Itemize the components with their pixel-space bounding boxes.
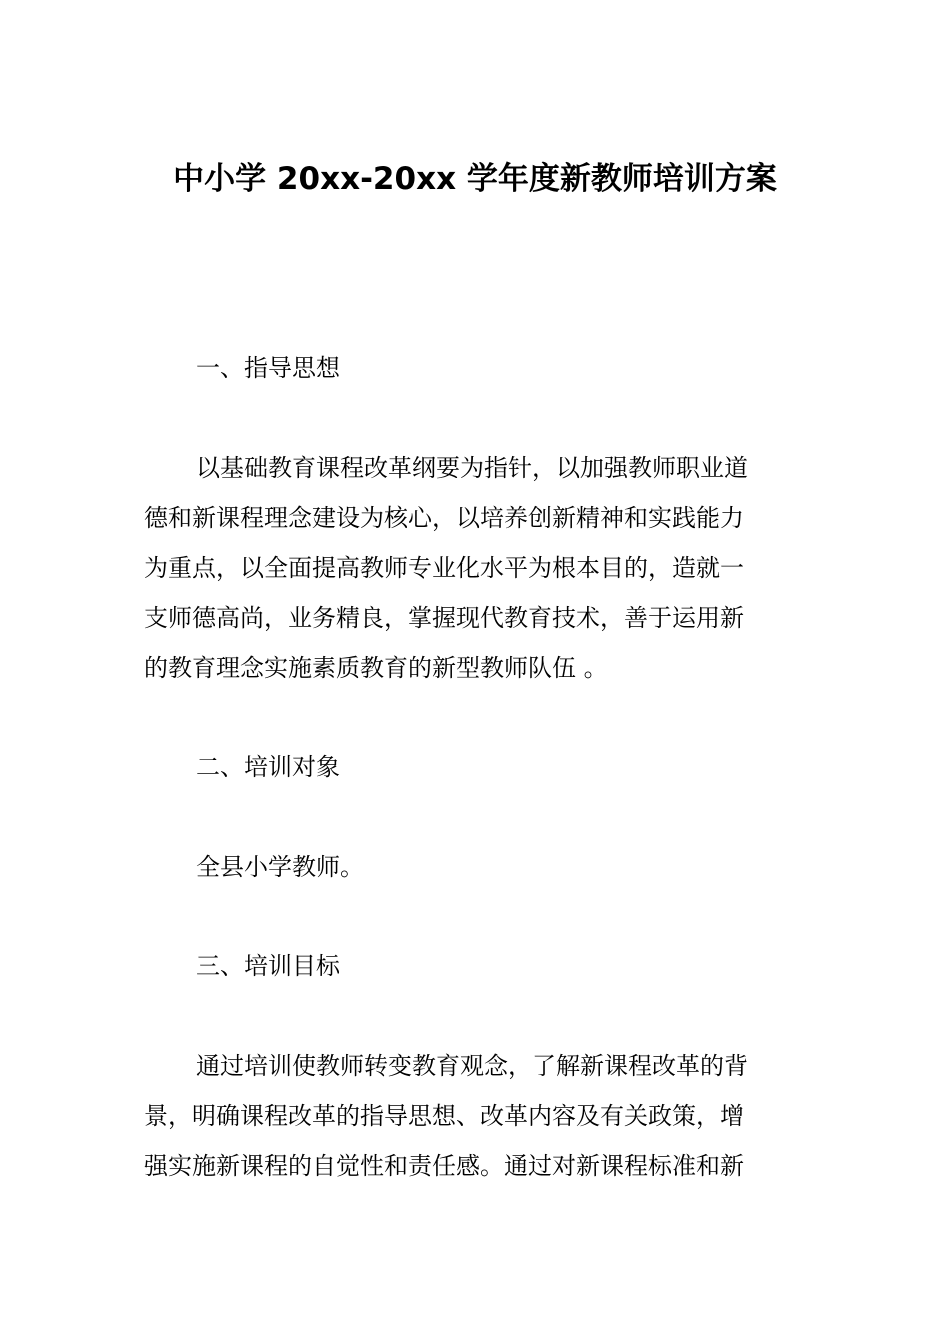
paragraph-line: 全县小学教师。: [196, 853, 364, 881]
paragraph-line: 的教育理念实施素质教育的新型教师队伍 。: [144, 654, 608, 682]
paragraph-line: 为重点，以全面提高教师专业化水平为根本目的，造就一: [144, 554, 744, 582]
section-heading-training-target-group: 二、培训对象: [196, 753, 340, 781]
paragraph-line: 景，明确课程改革的指导思想、改革内容及有关政策，增: [144, 1102, 744, 1130]
paragraph-line: 支师德高尚，业务精良，掌握现代教育技术，善于运用新: [144, 604, 744, 632]
document-title: 中小学 20xx-20xx 学年度新教师培训方案: [173, 161, 777, 197]
paragraph-line: 通过培训使教师转变教育观念，了解新课程改革的背: [196, 1052, 748, 1080]
paragraph-line: 以基础教育课程改革纲要为指针，以加强教师职业道: [196, 454, 748, 482]
section-heading-training-goals: 三、培训目标: [196, 952, 340, 980]
paragraph-line: 强实施新课程的自觉性和责任感。通过对新课程标准和新: [144, 1152, 744, 1180]
paragraph-line: 德和新课程理念建设为核心，以培养创新精神和实践能力: [144, 504, 744, 532]
section-heading-guiding-ideology: 一、指导思想: [196, 354, 340, 382]
